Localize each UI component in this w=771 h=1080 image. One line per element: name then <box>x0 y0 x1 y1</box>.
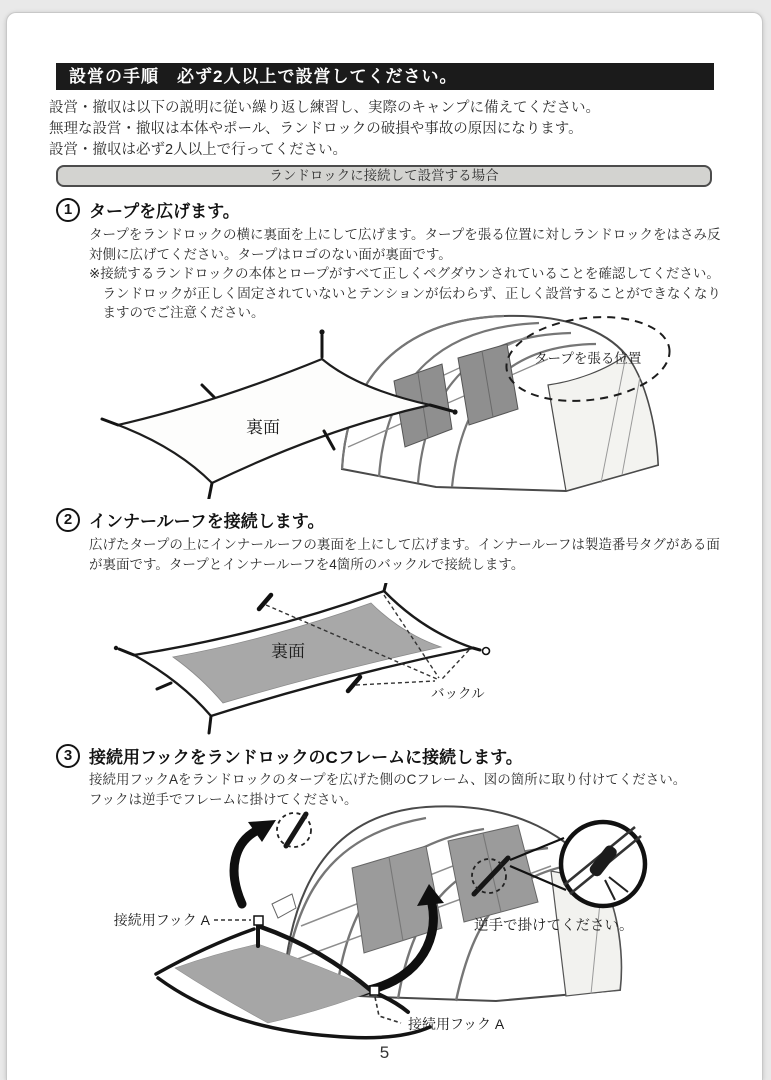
intro-line: 設営・撤収は以下の説明に従い繰り返し練習し、実際のキャンプに備えてください。 <box>49 100 600 116</box>
page-number: 5 <box>379 1043 390 1062</box>
intro-line: 設営・撤収は必ず2人以上で行ってください。 <box>49 142 348 158</box>
header-title: 設営の手順 必ず2人以上で設営してください。 <box>69 67 458 86</box>
step-3-heading <box>56 743 523 768</box>
header-bar <box>56 63 714 90</box>
inset-note-label: 逆手で掛けてください。 <box>474 918 634 934</box>
step-1-title: タープを広げます。 <box>89 202 240 221</box>
step-3-paragraph: フックは逆手でフレームに掛けてください。 <box>89 791 358 807</box>
tarp-position-label: タープを張る位置 <box>534 351 642 366</box>
section-bar <box>56 165 712 187</box>
buckle-label: バックル <box>431 686 485 701</box>
hook-a-point <box>370 986 379 995</box>
hook-rod <box>286 814 306 846</box>
step-1-heading <box>56 197 240 222</box>
diagram-spread-tarp <box>96 297 741 499</box>
step-2-paragraph: 広げたタープの上にインナールーフの裏面を上にして広げます。インナールーフは製造番号タグがある面が裏面です。タープとインナールーフを4箇所のバックルで接続します。 <box>89 537 720 572</box>
step-2-number-badge: 2 <box>56 508 80 532</box>
section-title: ランドロックに接続して設営する場合 <box>269 168 499 183</box>
manual-page <box>6 12 763 1080</box>
hook-a-point <box>254 916 263 925</box>
intro-paragraph <box>49 98 709 161</box>
step-1-number-badge: 1 <box>56 198 80 222</box>
hook-a-label-left: 接続用フック A <box>113 912 210 928</box>
step-1-note: ※接続するランドロックの本体とロープがすべて正しくペグダウンされていることを確認してください。ランドロックが正しく固定されていないとテンションが伝わらず、正しく設営することができなくなりますのでご注意ください。 <box>89 266 721 320</box>
step-3-title: 接続用フックをランドロックのCフレームに接続します。 <box>89 748 523 767</box>
diagram-hook-attachment <box>96 796 741 1046</box>
attach-arrow <box>234 831 256 904</box>
tarp-back-label: 裏面 <box>246 418 280 437</box>
intro-line: 無理な設営・撤収は本体やポール、ランドロックの破損や事故の原因になります。 <box>49 121 583 137</box>
hook-a-label-bottom: 接続用フック A <box>408 1016 505 1032</box>
step-3-number-badge: 3 <box>56 744 80 768</box>
step-2-body <box>89 535 721 574</box>
inner-roof-back-label: 裏面 <box>271 642 305 661</box>
step-3-paragraph: 接続用フックAをランドロックのタープを広げた側のCフレーム、図の箇所に取り付けてください。 <box>89 772 687 787</box>
step-2-title: インナールーフを接続します。 <box>89 512 325 531</box>
step-2-heading <box>56 507 324 532</box>
diagram-inner-roof <box>101 583 531 739</box>
tent-vent-flap <box>272 894 296 918</box>
step-1-paragraph: タープをランドロックの横に裏面を上にして広げます。タープを張る位置に対しランドロックをはさみ反対側に広げてください。タープはロゴのない面が裏面です。 <box>89 227 721 262</box>
